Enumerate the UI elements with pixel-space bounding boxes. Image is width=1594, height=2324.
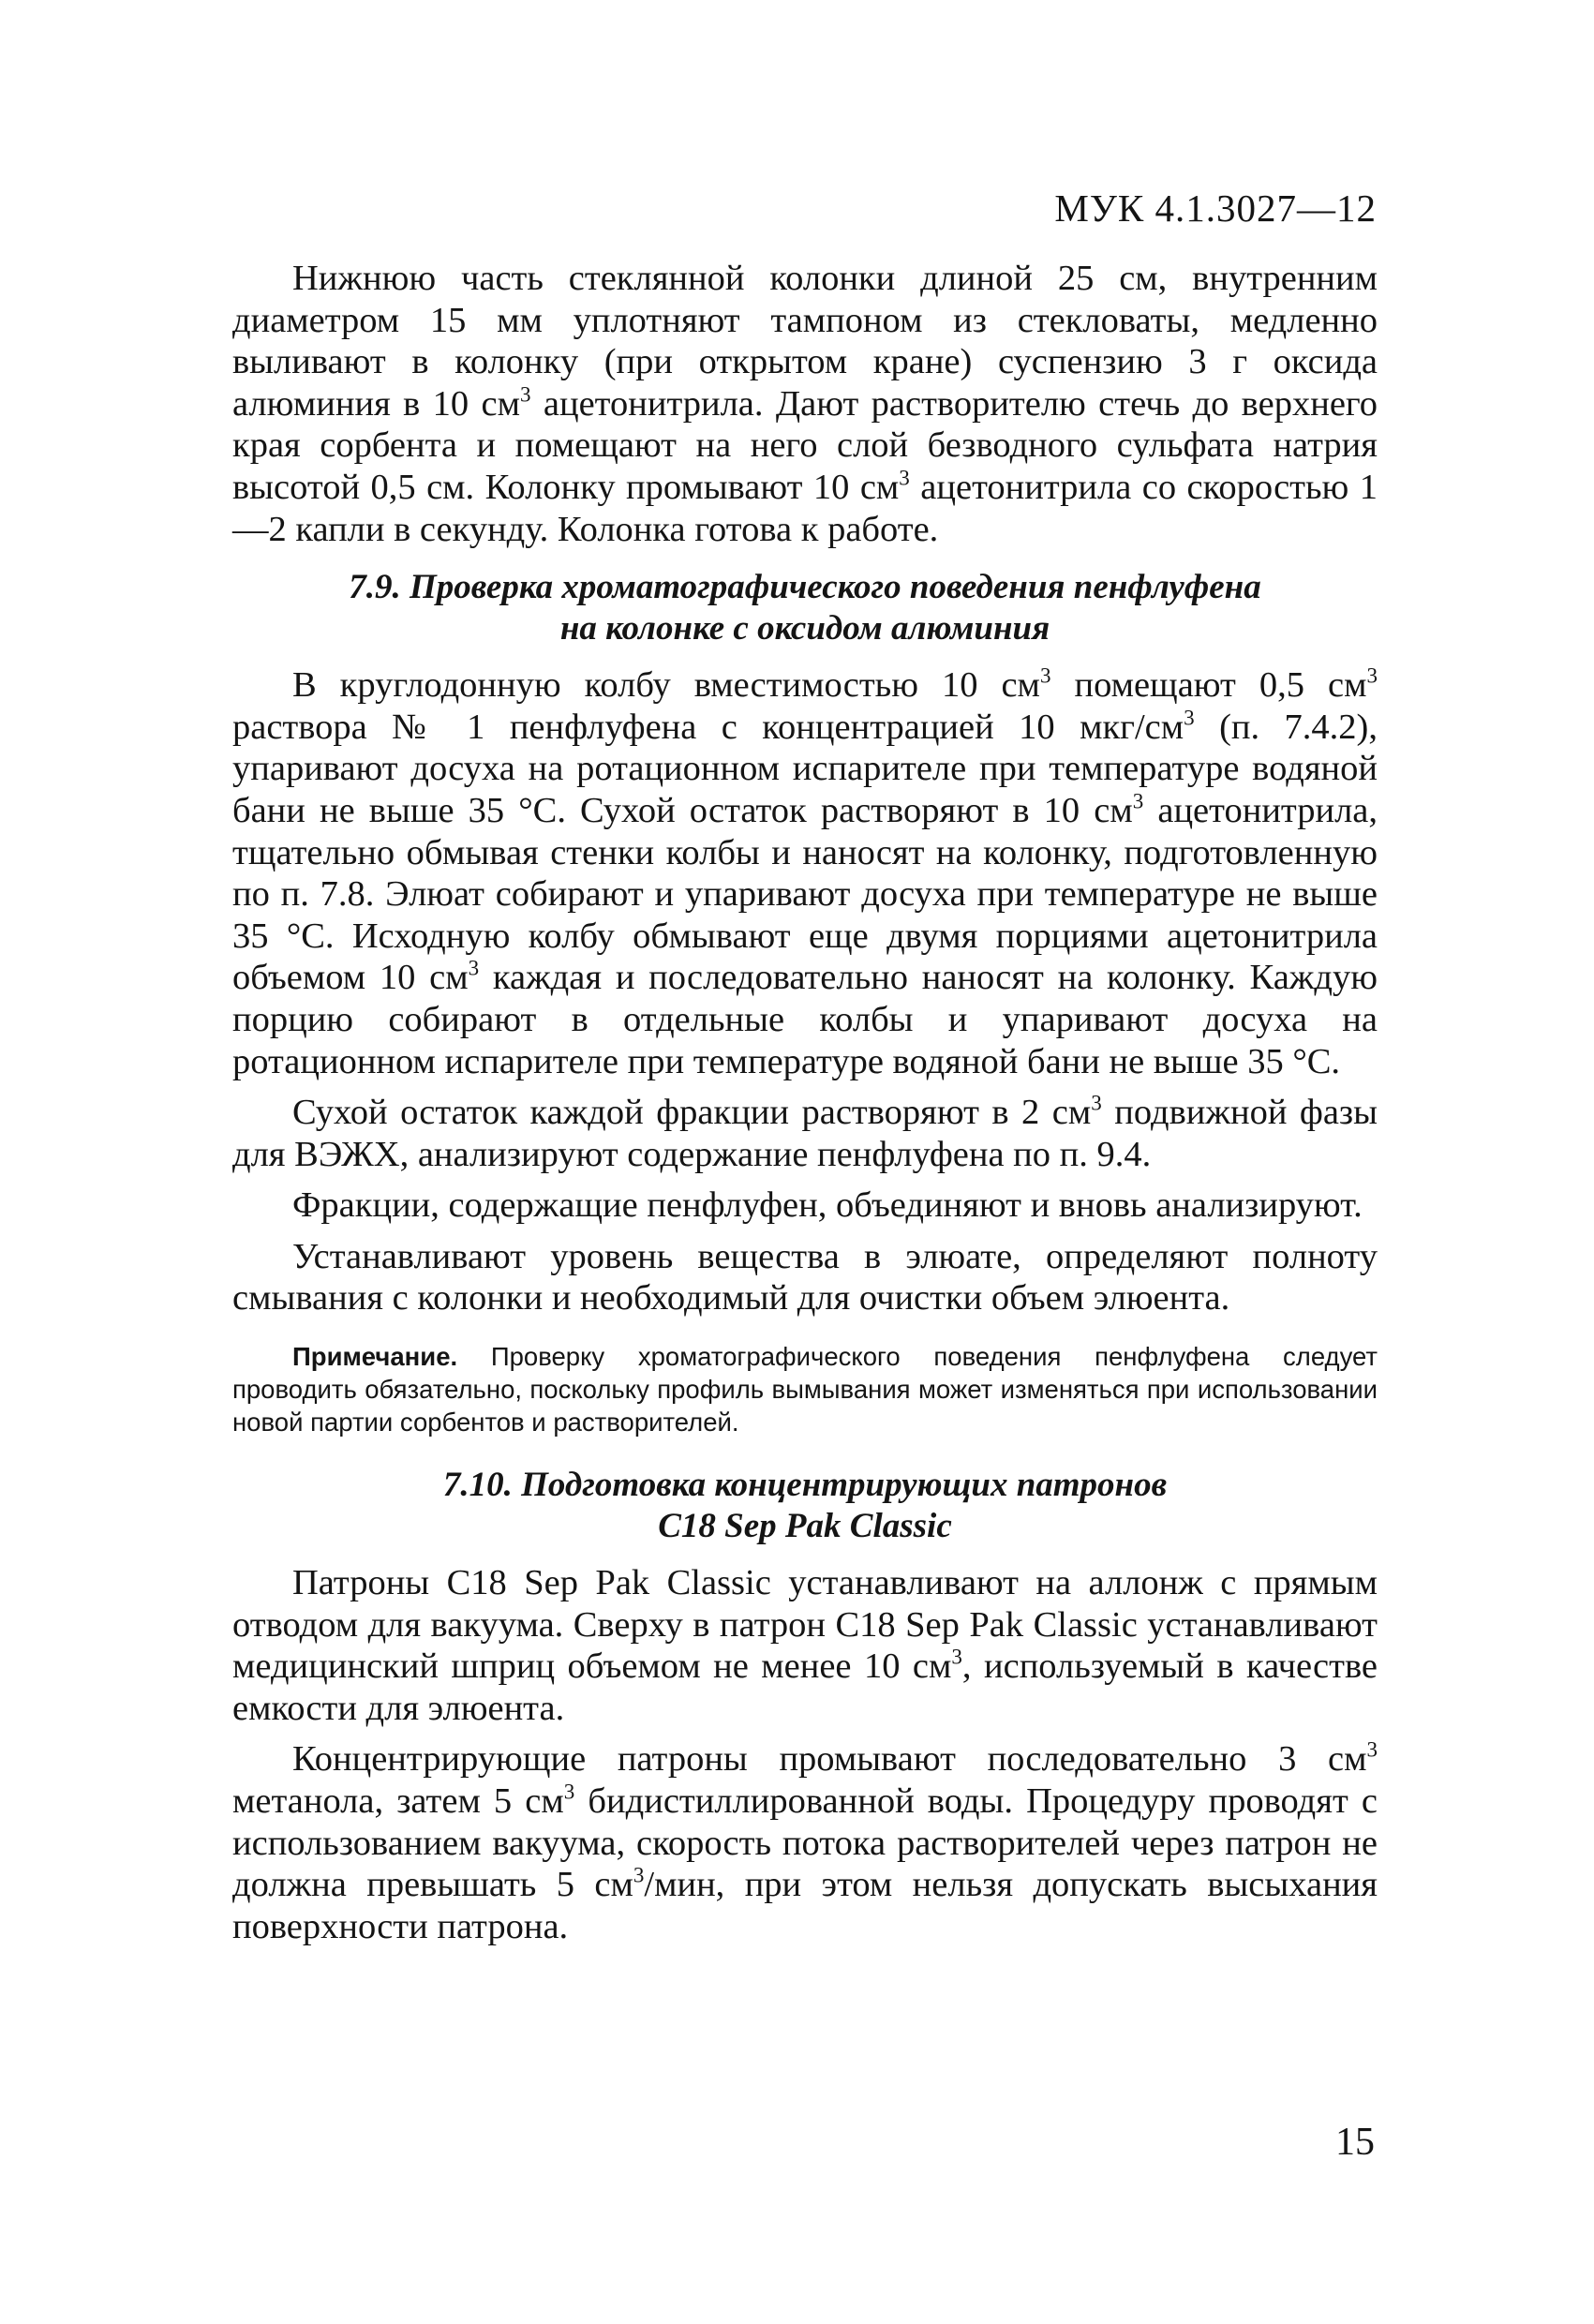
section-7-10-number: 7.10. (442, 1466, 513, 1505)
paragraph-cartridge-setup: Патроны С18 Sep Pak Classic устанавливают на аллонж с прямым отводом для вакуума. Сверху в патрон С18 Sep Pak Classic устанавливают медицинский шприц объемом не менее 10 $см^3$, используемый в качестве емкости для элюента. (232, 1563, 1378, 1728)
section-7-10-title-line2: С18 Sep Pak Classic (658, 1507, 952, 1546)
paragraph-fractions-combined: Фракции, содержащие пенфлуфен, объединяют и вновь анализируют. (292, 1185, 1363, 1226)
paragraph-fraction-analysis: Сухой остаток каждой фракции растворяют в 2 $см^3$ подвижной фазы для ВЭЖХ, анализируют содержание пенфлуфена по п. 9.4. (232, 1090, 1378, 1174)
section-7-9-title (232, 567, 1378, 649)
page-number: 15 (1335, 2121, 1375, 2164)
section-7-10-title-text: Подготовка концентрирующих патронов (521, 1466, 1168, 1505)
section-7-9-title-line2: на колонке с оксидом алюминия (559, 609, 1050, 648)
section-7-9-title-text: Проверка хроматографического поведения пенфлуфена (410, 568, 1261, 607)
note-label: Примечание. (292, 1342, 458, 1372)
paragraph-column-packing: Нижнюю часть стеклянной колонки длиной 25 см, внутренним диаметром 15 мм уплотняют тампоном из стекловаты, медленно выливают в колонку (при открытом кране) суспензию 3 г оксида алюминия в 10 $см^3$ ацетонитрила. Дают растворителю стечь до верхнего края сорбента и помещают на него слой безводного сульфата натрия высотой 0,5 см. Колонку промывают 10 $см^3$ ацетонитрила со скоростью 1—2 капли в секунду. Колонка готова к работе. (232, 259, 1378, 549)
paragraph-cartridge-washing: Концентрирующие патроны промывают последовательно 3 $см^3$ метанола, затем 5 $см^3$ бидистиллированной воды. Процедуру проводят с использованием вакуума, скорость потока растворителей через патрон не должна превышать 5 $см^3$/мин, при этом нельзя допускать высыхания поверхности патрона. (232, 1737, 1378, 1946)
section-7-10-title (232, 1465, 1378, 1547)
page-body (232, 258, 1378, 1947)
section-7-10-title-line1 (232, 1465, 1378, 1506)
section-7-9-number: 7.9. (349, 568, 401, 607)
note-paragraph (232, 1340, 1378, 1438)
document-code-header: МУК 4.1.3027—12 (1054, 186, 1377, 230)
paragraph-chromatographic-check: В круглодонную колбу вместимостью 10 $см^3$ помещают 0,5 $см^3$ раствора № 1 пенфлуфена с концентрацией 10 мкг/$см^3$ (п. 7.4.2), упаривают досуха на ротационном испарителе при температуре водяной бани не выше 35 °С. Сухой остаток растворяют в 10 $см^3$ ацетонитрила, тщательно обмывая стенки колбы и наносят на колонку, подготовленную по п. 7.8. Элюат собирают и упаривают досуха при температуре не выше 35 °С. Исходную колбу обмывают еще двумя порциями ацетонитрила объемом 10 $см^3$ каждая и последовательно наносят на колонку. Каждую порцию собирают в отдельные колбы и упаривают досуха на ротационном испарителе при температуре водяной бани не выше 35 °С. (232, 663, 1378, 1081)
paragraph-eluate-level: Устанавливают уровень вещества в элюате, определяют полноту смывания с колонки и необходимый для очистки объем элюента. (232, 1236, 1378, 1318)
note-text: Проверку хроматографического поведения пенфлуфена следует проводить обязательно, поскольку профиль вымывания может изменяться при использовании новой партии сорбентов и растворителей. (232, 1342, 1378, 1438)
section-7-9-title-line1 (232, 567, 1378, 608)
